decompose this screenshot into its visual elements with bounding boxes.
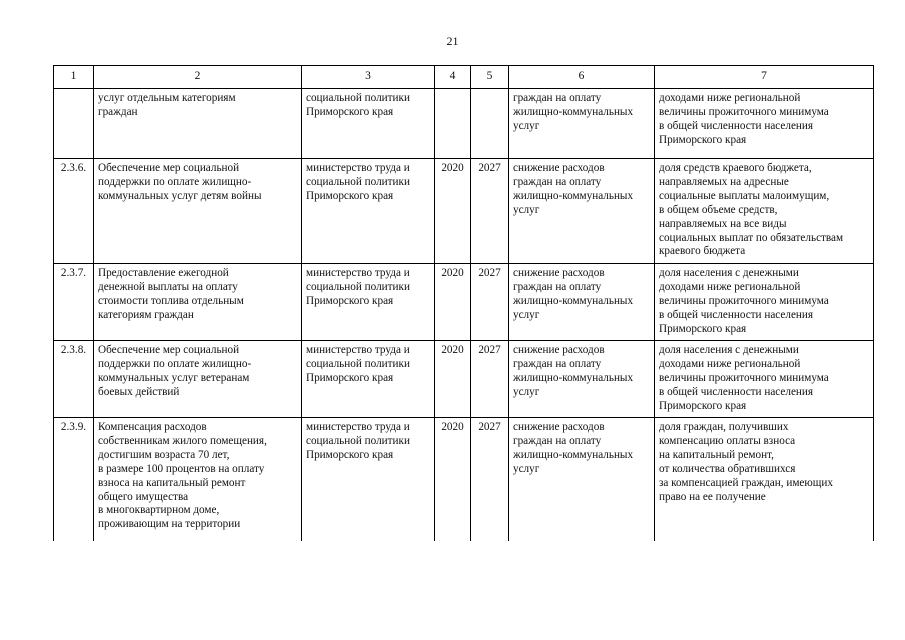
table-row-2-3-7 bbox=[54, 264, 874, 341]
indicator-text: доходами ниже региональной величины прожиточного минимума в общей численности населения Приморского края bbox=[659, 92, 829, 146]
indicator-text: доля населения с денежными доходами ниже региональной величины прожиточного минимума в общей численности населения Приморского края bbox=[659, 344, 829, 412]
row-number-cell bbox=[54, 89, 94, 159]
measure-cell bbox=[94, 159, 302, 264]
result-text: снижение расходов граждан на оплату жилищно-коммунальных услуг bbox=[513, 421, 634, 475]
executor-cell bbox=[302, 418, 435, 542]
row-number-cell: 2.3.9. bbox=[54, 418, 94, 542]
indicator-cell bbox=[655, 264, 874, 341]
executor-text: министерство труда и социальной политики Приморского края bbox=[306, 344, 410, 384]
year-end-cell: 2027 bbox=[471, 341, 509, 418]
table-row-2-3-8 bbox=[54, 341, 874, 418]
result-cell bbox=[509, 159, 655, 264]
result-cell bbox=[509, 89, 655, 159]
page-number: 21 bbox=[446, 34, 459, 48]
column-header-1: 1 bbox=[54, 66, 94, 89]
year-start-cell bbox=[435, 89, 471, 159]
year-start-cell: 2020 bbox=[435, 341, 471, 418]
measure-text: Предоставление ежегодной денежной выплаты на оплату стоимости топлива отдельным категориям граждан bbox=[98, 267, 244, 321]
year-start-cell: 2020 bbox=[435, 264, 471, 341]
year-start-cell: 2020 bbox=[435, 159, 471, 264]
column-header-2: 2 bbox=[94, 66, 302, 89]
result-text: снижение расходов граждан на оплату жилищно-коммунальных услуг bbox=[513, 267, 634, 321]
measure-cell bbox=[94, 89, 302, 159]
executor-text: министерство труда и социальной политики Приморского края bbox=[306, 421, 410, 461]
indicator-text: доля граждан, получивших компенсацию оплаты взноса на капитальный ремонт, от количества обратившихся за компенсацией граждан, имеющих право на ее получение bbox=[659, 421, 833, 503]
year-end-cell: 2027 bbox=[471, 159, 509, 264]
result-cell bbox=[509, 418, 655, 542]
executor-text: социальной политики Приморского края bbox=[306, 92, 410, 118]
indicator-cell bbox=[655, 341, 874, 418]
indicator-text: доля населения с денежными доходами ниже региональной величины прожиточного минимума в общей численности населения Приморского края bbox=[659, 267, 829, 335]
column-header-5: 5 bbox=[471, 66, 509, 89]
table-row-2-3-6 bbox=[54, 159, 874, 264]
result-text: снижение расходов граждан на оплату жилищно-коммунальных услуг bbox=[513, 344, 634, 398]
column-header-7: 7 bbox=[655, 66, 874, 89]
year-end-cell bbox=[471, 89, 509, 159]
column-header-4: 4 bbox=[435, 66, 471, 89]
measure-text: услуг отдельным категориям граждан bbox=[98, 92, 236, 118]
table-row-continuation bbox=[54, 89, 874, 159]
measure-cell bbox=[94, 418, 302, 542]
measure-text: Обеспечение мер социальной поддержки по оплате жилищно- коммунальных услуг ветеранам боевых действий bbox=[98, 344, 252, 398]
row-number-cell: 2.3.6. bbox=[54, 159, 94, 264]
indicator-cell bbox=[655, 89, 874, 159]
year-end-cell: 2027 bbox=[471, 264, 509, 341]
measure-cell bbox=[94, 341, 302, 418]
measure-text: Компенсация расходов собственникам жилого помещения, достигшим возраста 70 лет, в размере 100 процентов на оплату взноса на капитальный ремонт общего имущества в многоквартирном доме, проживающим на территории bbox=[98, 421, 267, 531]
table-header-row bbox=[54, 66, 874, 89]
row-number-cell: 2.3.7. bbox=[54, 264, 94, 341]
result-text: снижение расходов граждан на оплату жилищно-коммунальных услуг bbox=[513, 162, 634, 216]
program-measures-table bbox=[53, 65, 874, 541]
column-header-3: 3 bbox=[302, 66, 435, 89]
result-cell bbox=[509, 264, 655, 341]
measure-text: Обеспечение мер социальной поддержки по оплате жилищно- коммунальных услуг детям войны bbox=[98, 162, 262, 202]
executor-cell bbox=[302, 341, 435, 418]
executor-text: министерство труда и социальной политики Приморского края bbox=[306, 267, 410, 307]
executor-cell bbox=[302, 159, 435, 264]
measure-cell bbox=[94, 264, 302, 341]
column-header-6: 6 bbox=[509, 66, 655, 89]
executor-text: министерство труда и социальной политики Приморского края bbox=[306, 162, 410, 202]
result-text: граждан на оплату жилищно-коммунальных услуг bbox=[513, 92, 634, 132]
year-end-cell: 2027 bbox=[471, 418, 509, 542]
executor-cell bbox=[302, 264, 435, 341]
executor-cell bbox=[302, 89, 435, 159]
year-start-cell: 2020 bbox=[435, 418, 471, 542]
indicator-cell bbox=[655, 159, 874, 264]
row-number-cell: 2.3.8. bbox=[54, 341, 94, 418]
table-row-2-3-9 bbox=[54, 418, 874, 542]
indicator-text: доля средств краевого бюджета, направляемых на адресные социальные выплаты малоимущим, в общем объеме средств, направляемых на все виды социальных выплат по обязательствам краевого бюджета bbox=[659, 162, 844, 258]
indicator-cell bbox=[655, 418, 874, 542]
result-cell bbox=[509, 341, 655, 418]
